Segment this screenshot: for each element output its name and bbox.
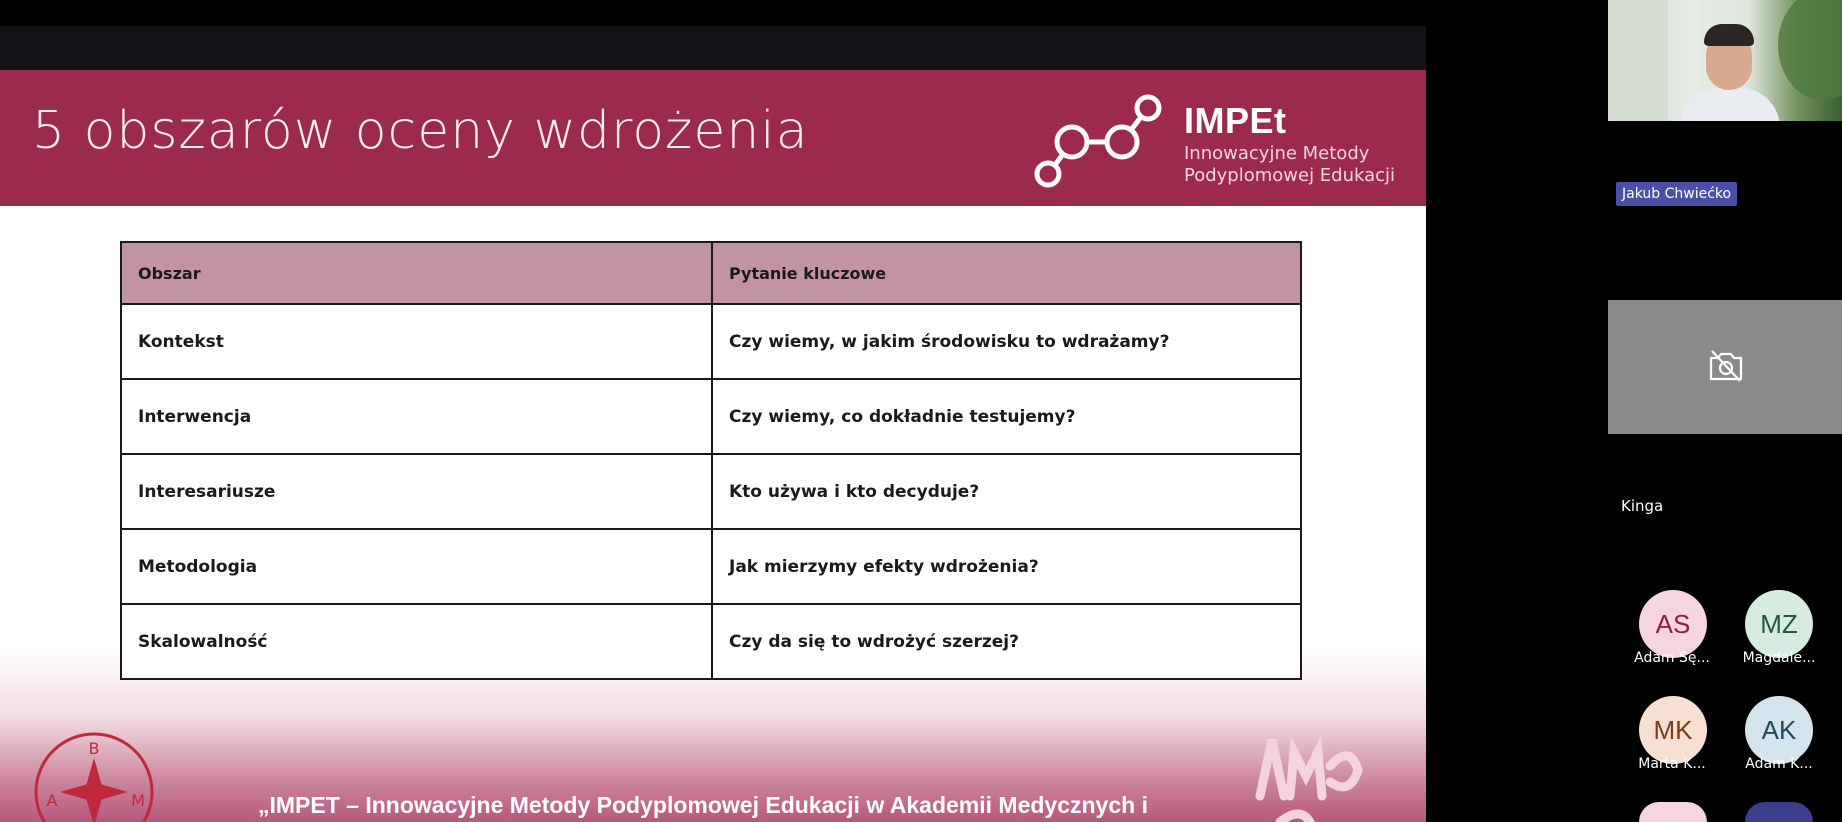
presenter-name-tag: Jakub Chwiećko	[1616, 182, 1737, 206]
logo-subtitle-line2: Podyplomowej Edukacji	[1184, 165, 1396, 186]
avatar-name: Marta K...	[1638, 756, 1706, 772]
seal-letter-a: A	[46, 791, 58, 810]
avatar-name: Magdale...	[1742, 650, 1816, 666]
avatar[interactable]: AS	[1639, 590, 1707, 658]
table-header-row	[121, 242, 1301, 304]
table-cell-question: Czy wiemy, w jakim środowisku to wdrażamy?	[712, 304, 1301, 379]
table-row	[121, 454, 1301, 529]
table-row	[121, 304, 1301, 379]
video-background-plant	[1778, 0, 1842, 100]
table-row	[121, 604, 1301, 679]
slide-title: 5 obszarów oceny wdrożenia	[32, 101, 809, 161]
slide-top-bar	[0, 26, 1426, 70]
camera-off-tile[interactable]	[1608, 300, 1842, 434]
avatar[interactable]: MZ	[1745, 590, 1813, 658]
table-cell-area: Kontekst	[121, 304, 712, 379]
presenter-hair	[1704, 24, 1754, 46]
partner-logo-icon	[1250, 726, 1370, 822]
slide-footer-text: „IMPET – Innowacyjne Metody Podyplomowej Edukacji w Akademii Medycznych i	[258, 792, 1148, 818]
logo-brand-name: IMPEt	[1184, 100, 1287, 141]
avatar[interactable]	[1639, 802, 1707, 822]
column-header-question: Pytanie kluczowe	[712, 242, 1301, 304]
avatar-name: Adam Sę...	[1634, 650, 1710, 666]
table-cell-question: Czy da się to wdrożyć szerzej?	[712, 604, 1301, 679]
evaluation-areas-table	[120, 241, 1302, 680]
avatar-name: Adam K...	[1745, 756, 1813, 772]
presenter-video-tile[interactable]	[1608, 0, 1842, 121]
seal-letter-m: M	[131, 791, 145, 810]
molecule-logo-icon	[1030, 92, 1170, 192]
avatar[interactable]	[1745, 802, 1813, 822]
column-header-area: Obszar	[121, 242, 712, 304]
presenter-shirt	[1680, 88, 1780, 121]
camera-off-icon	[1708, 349, 1744, 383]
table-cell-area: Interwencja	[121, 379, 712, 454]
table-cell-question: Jak mierzymy efekty wdrożenia?	[712, 529, 1301, 604]
table-row	[121, 529, 1301, 604]
university-seal-icon	[30, 726, 160, 822]
table-cell-area: Skalowalność	[121, 604, 712, 679]
table-cell-area: Metodologia	[121, 529, 712, 604]
table-cell-question: Czy wiemy, co dokładnie testujemy?	[712, 379, 1301, 454]
avatar[interactable]: MK	[1639, 696, 1707, 764]
table-cell-area: Interesariusze	[121, 454, 712, 529]
table-cell-question: Kto używa i kto decyduje?	[712, 454, 1301, 529]
impet-logo	[1030, 92, 1396, 192]
camera-off-participant-name: Kinga	[1621, 497, 1664, 515]
video-background-window	[1608, 0, 1668, 121]
table-row	[121, 379, 1301, 454]
avatar[interactable]: AK	[1745, 696, 1813, 764]
logo-subtitle-line1: Innowacyjne Metody	[1184, 143, 1370, 164]
seal-letter-b: B	[88, 739, 100, 758]
